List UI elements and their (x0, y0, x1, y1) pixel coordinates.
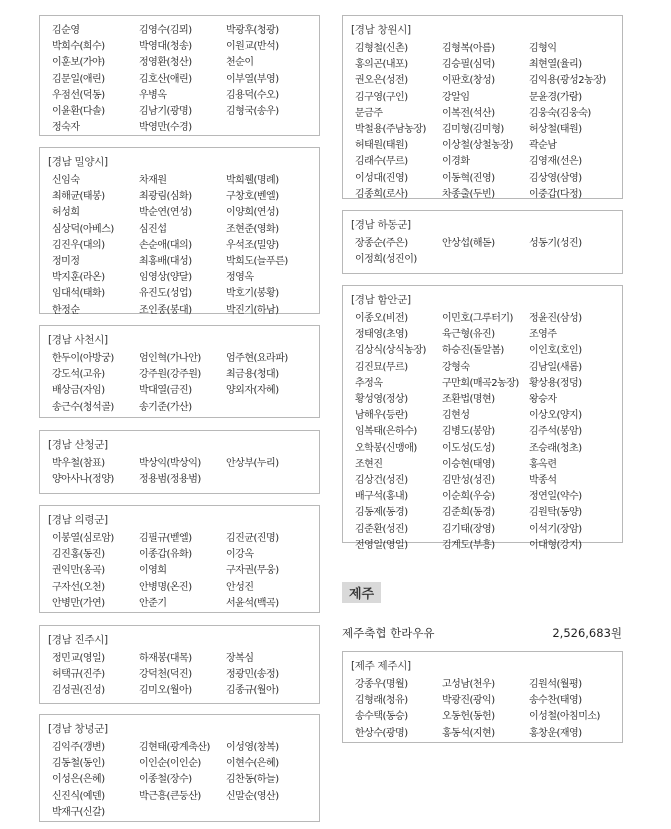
name-entry: 김현태(광계축산) (139, 742, 210, 753)
name-entry: 구자선(오천) (52, 581, 105, 593)
name-entry: 김익용(광성2농장) (529, 75, 606, 87)
name-entry: 김계도(부흥) (442, 539, 495, 551)
group-title: [경남 창원시] (351, 24, 411, 36)
name-entry: 김상식(상식농장) (355, 345, 426, 357)
name-entry: 고성남(천우) (442, 679, 495, 690)
name-entry: 김승필(심덕) (442, 59, 495, 71)
name-entry: 추정옥 (355, 377, 383, 389)
group-box-changwon (342, 15, 623, 199)
name-entry: 박희도(늘푸른) (226, 256, 288, 268)
name-entry: 김만성(성진) (442, 475, 495, 487)
name-entry: 박희수(희수) (52, 41, 105, 53)
name-entry: 조승래(청초) (529, 442, 582, 454)
names-grid (355, 311, 616, 554)
name-entry: 박영대(청송) (139, 41, 192, 53)
group-title: [경남 산청군] (48, 439, 108, 451)
name-entry: 이중갑(다정) (529, 188, 582, 200)
name-entry: 박지훈(라온) (52, 272, 105, 284)
name-entry: 강도석(고유) (52, 369, 105, 381)
group-box-jinju (39, 625, 320, 704)
group-box-sacheon (39, 325, 320, 418)
name-entry: 홍동석(지현) (442, 727, 495, 739)
name-entry: 차재원 (139, 175, 167, 186)
name-entry: 김동제(동경) (355, 507, 408, 519)
name-entry: 강주원(강주원) (139, 369, 201, 381)
name-entry: 황상용(정덩) (529, 377, 582, 389)
name-entry: 최광림(심화) (139, 191, 192, 203)
name-entry: 김영재(선은) (529, 156, 582, 168)
name-entry: 김준희(동경) (442, 507, 495, 519)
name-entry: 최해균(태봉) (52, 191, 105, 203)
name-entry: 허태원(태원) (355, 140, 408, 152)
name-entry: 박광진(광익) (442, 695, 495, 707)
name-entry: 이현수(은혜) (226, 758, 279, 770)
name-entry: 우석조(밀양) (226, 239, 279, 251)
name-entry: 정연일(약수) (529, 491, 582, 503)
name-entry: 이윤환(다솔) (52, 106, 105, 118)
name-entry: 김진홍(동진) (52, 549, 105, 561)
name-entry: 이대형(강지) (529, 539, 582, 551)
name-entry: 안병만(가연) (52, 597, 105, 609)
name-entry: 김순영 (52, 25, 80, 36)
names-grid (52, 23, 313, 136)
name-entry: 김현성 (442, 410, 470, 422)
name-entry: 김종규(월아) (226, 685, 279, 697)
name-entry: 조영주 (529, 329, 557, 341)
name-entry: 송기준(가산) (139, 401, 192, 413)
name-entry: 전영일(영일) (355, 539, 408, 551)
name-entry: 박우철(참표) (52, 458, 105, 469)
names-grid (355, 236, 616, 268)
name-entry: 김문일(애린) (52, 73, 105, 85)
group-title: [제주 제주시] (351, 660, 411, 672)
name-entry: 왕승자 (529, 394, 557, 406)
name-entry: 정윤진(삼성) (529, 313, 582, 324)
name-entry: 박순연(연성) (139, 207, 192, 219)
name-entry: 이영희 (139, 565, 167, 577)
name-entry: 조현준(영화) (226, 223, 279, 235)
name-entry: 이석기(장암) (529, 523, 582, 535)
names-grid (52, 531, 313, 612)
name-entry: 이종오(비전) (355, 313, 408, 324)
name-entry: 양아사나(정양) (52, 474, 114, 486)
name-entry: 조인종(봉대) (139, 304, 192, 316)
name-entry: 홍옥련 (529, 458, 557, 470)
name-entry: 김기태(장영) (442, 523, 495, 535)
name-entry: 이봉열(심로암) (52, 533, 114, 544)
name-entry: 정광민(송정) (226, 669, 279, 681)
name-entry: 박대열(금진) (139, 385, 192, 397)
name-entry: 이원교(반석) (226, 41, 279, 53)
name-entry: 양외자(자혜) (226, 385, 279, 397)
name-entry: 김래수(무르) (355, 156, 408, 168)
name-entry: 정민교(영일) (52, 653, 105, 664)
name-entry: 조환법(명현) (442, 394, 495, 406)
group-box-haman (342, 285, 623, 551)
group-title: [경남 의령군] (48, 514, 108, 526)
name-entry: 성동기(성진) (529, 238, 582, 249)
name-entry: 박광후(청광) (226, 25, 279, 36)
name-entry: 김진균(진명) (226, 533, 279, 544)
name-entry: 이인순(이인순) (139, 758, 201, 770)
name-entry: 김원탁(동양) (529, 507, 582, 519)
name-entry: 이경화 (442, 156, 470, 168)
name-entry: 황성영(정상) (355, 394, 408, 406)
name-entry: 강형숙 (442, 361, 470, 373)
name-entry: 유진도(성업) (139, 288, 192, 300)
name-entry: 권오은(성전) (355, 75, 408, 87)
name-entry: 이강옥 (226, 549, 254, 561)
name-entry: 곽순남 (529, 140, 557, 152)
name-entry: 김호산(애린) (139, 73, 192, 85)
names-grid (52, 351, 313, 416)
name-entry: 천순이 (226, 57, 254, 69)
name-entry: 안상섭(해돋) (442, 238, 495, 249)
name-entry: 송수찬(태영) (529, 695, 582, 707)
group-box-hadong (342, 210, 623, 274)
group-box-miryang (39, 147, 320, 314)
group-box-left-0 (39, 15, 320, 136)
name-entry: 차종출(두빈) (442, 188, 495, 200)
name-entry: 남해우(등란) (355, 410, 408, 422)
name-entry: 이판호(창성) (442, 75, 495, 87)
name-entry: 이부열(부영) (226, 73, 279, 85)
name-entry: 한상수(광명) (355, 727, 408, 739)
name-entry: 이순희(우승) (442, 491, 495, 503)
name-entry: 안준기 (139, 597, 167, 609)
name-entry: 박희웰(명례) (226, 175, 279, 186)
name-entry: 정미정 (52, 256, 80, 268)
name-entry: 박진기(하남) (226, 304, 279, 316)
name-entry: 이정희(성진이) (355, 254, 417, 266)
name-entry: 안상부(누리) (226, 458, 279, 469)
name-entry: 이성영(창복) (226, 742, 279, 753)
name-entry: 구자권(무웅) (226, 565, 279, 577)
name-entry: 김익주(갱변) (52, 742, 105, 753)
name-entry: 김진묘(무르) (355, 361, 408, 373)
name-entry: 김동철(동인) (52, 758, 105, 770)
name-entry: 정영환(청산) (139, 57, 192, 69)
names-grid (52, 651, 313, 700)
name-entry: 최현열(율리) (529, 59, 582, 71)
names-grid (52, 173, 313, 319)
name-entry: 정태영(초영) (355, 329, 408, 341)
name-entry: 정영옥 (226, 272, 254, 284)
name-entry: 오학봉(신맹애) (355, 442, 417, 454)
name-entry: 이민호(그루터기) (442, 313, 513, 324)
name-entry: 김상건(성진) (355, 475, 408, 487)
name-entry: 박근흥(큰둥산) (139, 790, 201, 802)
name-entry: 우병옥 (139, 89, 167, 101)
name-entry: 김형래(청유) (355, 695, 408, 707)
name-entry: 한정순 (52, 304, 80, 316)
group-title: [경남 하동군] (351, 219, 411, 231)
name-entry: 서윤석(백곡) (226, 597, 279, 609)
name-entry: 배상금(자임) (52, 385, 105, 397)
name-entry: 강알임 (442, 91, 470, 103)
group-box-changnyeong (39, 714, 320, 822)
name-entry: 송수택(동승) (355, 711, 408, 723)
name-entry: 강종우(명월) (355, 679, 408, 690)
name-entry: 구창호(벤엘) (226, 191, 279, 203)
name-entry: 홍창운(재영) (529, 727, 582, 739)
name-entry: 장종순(주은) (355, 238, 408, 249)
jeju-section-heading: 제주 (342, 582, 381, 603)
name-entry: 김병도(봉암) (442, 426, 495, 438)
name-entry: 이성대(진영) (355, 172, 408, 184)
name-entry: 하재봉(대목) (139, 653, 192, 664)
names-grid (52, 456, 313, 488)
name-entry: 한두이(아방궁) (52, 353, 114, 364)
name-entry: 이양희(연성) (226, 207, 279, 219)
name-entry: 정숙자 (52, 122, 80, 134)
group-box-sancheong (39, 430, 320, 494)
name-entry: 박철용(주남농장) (355, 124, 426, 136)
name-entry: 김웅숙(김웅숙) (529, 107, 591, 119)
name-entry: 이종철(장수) (139, 774, 192, 786)
name-entry: 조현진 (355, 458, 383, 470)
name-entry: 임대석(태화) (52, 288, 105, 300)
name-entry: 이종갑(유화) (139, 549, 192, 561)
names-grid (355, 677, 616, 742)
name-entry: 문금주 (355, 107, 383, 119)
name-entry: 우점선(덕동) (52, 89, 105, 101)
name-entry: 임복태(은하수) (355, 426, 417, 438)
name-entry: 김남기(광명) (139, 106, 192, 118)
names-grid (52, 740, 313, 821)
jeju-donor-line (342, 625, 622, 641)
name-entry: 이복전(석산) (442, 107, 495, 119)
name-entry: 김형철(신촌) (355, 43, 408, 54)
name-entry: 최금용(청대) (226, 369, 279, 381)
name-entry: 홍의곤(내포) (355, 59, 408, 71)
name-entry: 이승현(태영) (442, 458, 495, 470)
name-entry: 하승진(돌알봄) (442, 345, 504, 357)
group-title: [경남 밀양시] (48, 156, 108, 168)
name-entry: 이인호(호인) (529, 345, 582, 357)
group-title: [경남 사천시] (48, 334, 108, 346)
name-entry: 김원석(월평) (529, 679, 582, 690)
name-entry: 김남일(새롬) (529, 361, 582, 373)
name-entry: 김필규(벧엘) (139, 533, 192, 544)
name-entry: 허성희 (52, 207, 80, 219)
name-entry: 김상영(삼영) (529, 172, 582, 184)
name-entry: 김형익 (529, 43, 557, 54)
name-entry: 배구석(홍내) (355, 491, 408, 503)
name-entry: 김진우(대의) (52, 239, 105, 251)
group-box-uiryeong (39, 505, 320, 613)
name-entry: 박종석 (529, 475, 557, 487)
name-entry: 김구영(구인) (355, 91, 408, 103)
name-entry: 엄인혁(가나안) (139, 353, 201, 364)
name-entry: 신말순(영산) (226, 790, 279, 802)
name-entry: 김형복(아름) (442, 43, 495, 54)
name-entry: 김형국(송우) (226, 106, 279, 118)
name-entry: 신진식(예덴) (52, 790, 105, 802)
name-entry: 김용덕(수오) (226, 89, 279, 101)
name-entry: 박영만(수경) (139, 122, 192, 134)
name-entry: 엄주현(요라파) (226, 353, 288, 364)
donor-name: 제주축협 한라우유 (342, 626, 435, 640)
name-entry: 임영상(양달) (139, 272, 192, 284)
group-title: [경남 진주시] (48, 634, 108, 646)
group-title: [경남 창녕군] (48, 723, 108, 735)
name-entry: 김주석(봉암) (529, 426, 582, 438)
name-entry: 구만회(매곡2농장) (442, 377, 519, 389)
name-entry: 허상철(태원) (529, 124, 582, 136)
group-box-jeju-city (342, 651, 623, 743)
name-entry: 심상덕(아베스) (52, 223, 114, 235)
name-entry: 권익만(옹곡) (52, 565, 105, 577)
name-entry: 박호기(봉황) (226, 288, 279, 300)
group-title: [경남 함안군] (351, 294, 411, 306)
name-entry: 김찬동(하늘) (226, 774, 279, 786)
name-entry: 이성은(은혜) (52, 774, 105, 786)
name-entry: 김성권(진성) (52, 685, 105, 697)
name-entry: 김종희(로사) (355, 188, 408, 200)
name-entry: 이동혁(진영) (442, 172, 495, 184)
name-entry: 김미오(월아) (139, 685, 192, 697)
name-entry: 김준환(성진) (355, 523, 408, 535)
name-entry: 송근수(청석골) (52, 401, 114, 413)
name-entry: 안성진 (226, 581, 254, 593)
name-entry: 최홍배(대성) (139, 256, 192, 268)
name-entry: 이상철(상철농장) (442, 140, 513, 152)
name-entry: 심진섭 (139, 223, 167, 235)
name-entry: 김영수(김뫼) (139, 25, 192, 36)
name-entry: 오동헌(동헌) (442, 711, 495, 723)
names-grid (355, 41, 616, 203)
name-entry: 이훈보(가야) (52, 57, 105, 69)
name-entry: 손순애(대의) (139, 239, 192, 251)
name-entry: 박재구(신갈) (52, 806, 105, 818)
donor-amount: 2,526,683원 (552, 626, 622, 640)
name-entry: 장복심 (226, 653, 254, 664)
name-entry: 정용범(정용범) (139, 474, 201, 486)
name-entry: 육근형(유진) (442, 329, 495, 341)
name-entry: 강덕천(덕진) (139, 669, 192, 681)
name-entry: 문윤경(가람) (529, 91, 582, 103)
name-entry: 안병명(온진) (139, 581, 192, 593)
name-entry: 이도성(도성) (442, 442, 495, 454)
name-entry: 김미형(김미형) (442, 124, 504, 136)
name-entry: 신임숙 (52, 175, 80, 186)
name-entry: 이상오(양지) (529, 410, 582, 422)
name-entry: 허택규(진주) (52, 669, 105, 681)
name-entry: 이성철(아침미소) (529, 711, 600, 723)
name-entry: 박상익(박상익) (139, 458, 201, 469)
